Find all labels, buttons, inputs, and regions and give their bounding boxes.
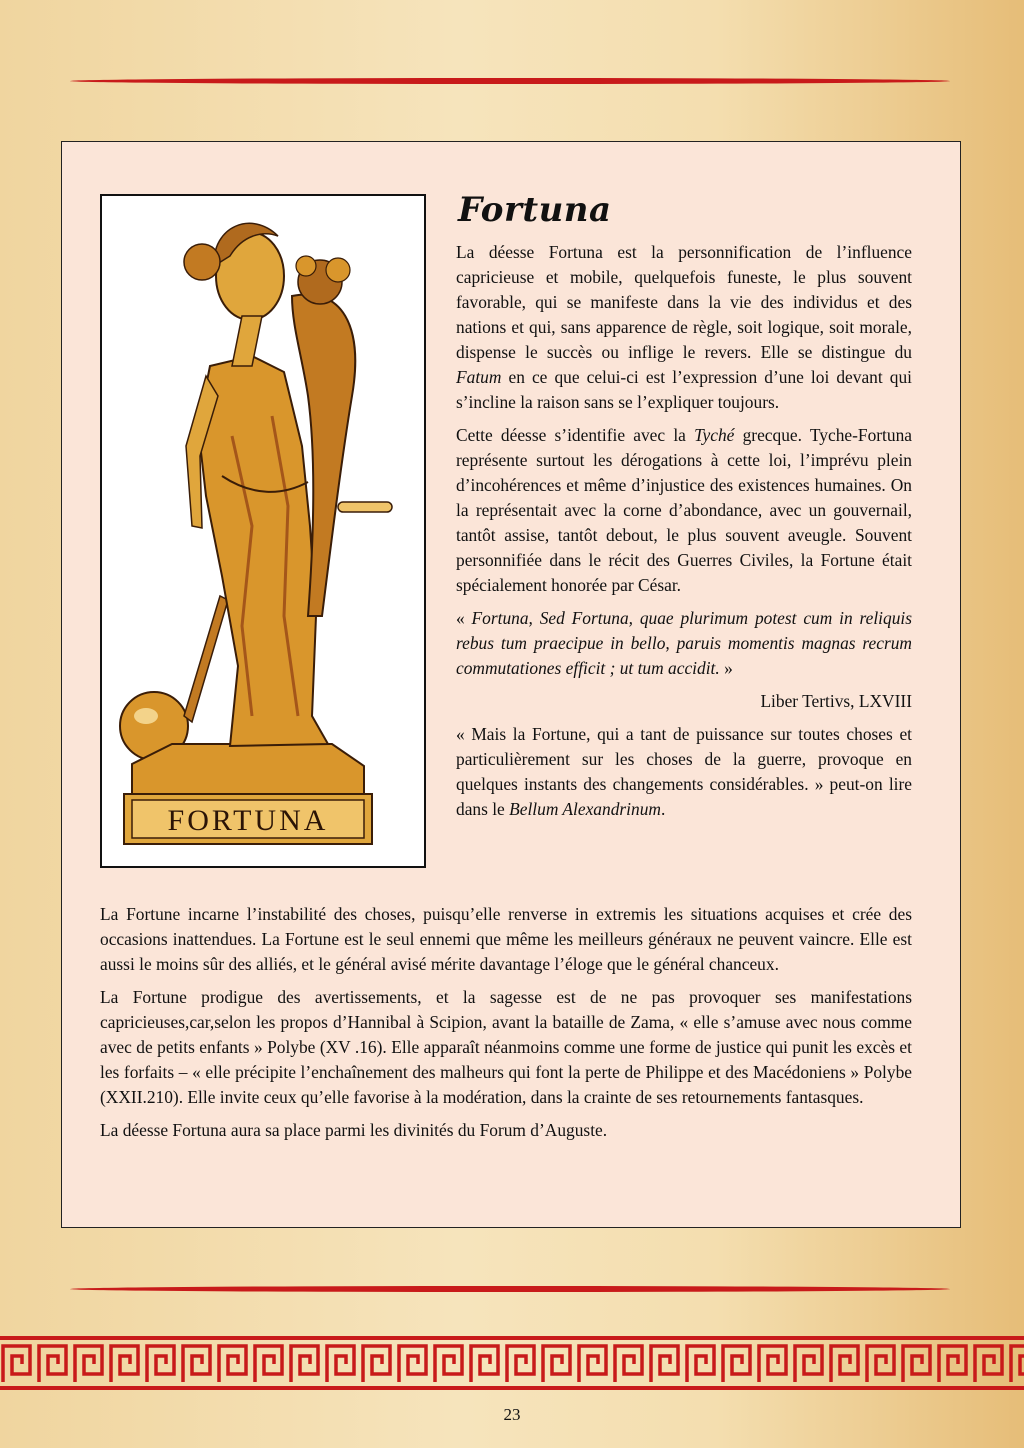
paragraph-tyche: Cette déesse s’identifie avec la Tyché grecque. Tyche-Fortuna représente surtout les dérogations à cette loi, l’imprévu plein d’incohérences et même d’injustice des existences humaines. On la représentait avec la corne d’abondance, avec un gouvernail, tantôt assise, tantôt debout, le plus souvent aveugle. Souvent personnifiée dans le récit des Guerres Civiles, la Fortune était spécialement honorée par César. (456, 425, 913, 595)
plinth-label: FORTUNA (167, 804, 329, 837)
paragraph-translation: « Mais la Fortune, qui a tant de puissance sur toutes choses et particulièrement sur les choses de la guerre, provoque en quelques instants des changements considérables. » peut-on lire dans le Bellum Alexandrinum. (456, 724, 912, 819)
bottom-red-rule (70, 1286, 950, 1292)
fortuna-illustration (100, 194, 426, 868)
main-text-column (456, 188, 912, 830)
greek-key-border (0, 1336, 1024, 1390)
content-panel (61, 141, 961, 1228)
paragraph-instability: La Fortune incarne l’instabilité des choses, puisqu’elle renverse in extremis les situations acquises et crée des occasions inattendues. La Fortune est le seul ennemi que même les meilleurs généraux ne peuvent vaincre. Elle est aussi le moins sûr des alliés, et le général avisé mérite davantage l’éloge que le général chanceux. (100, 904, 912, 974)
latin-quote: « Fortuna, Sed Fortuna, quae plurimum potest cum in reliquis rebus tum praecipue in bello, paruis momentis magnas recrum commutationes efficit ; ut tum accidit. » (456, 608, 912, 678)
quote-source: Liber Tertivs, LXVIII (760, 691, 912, 711)
page-number: 23 (503, 1405, 521, 1424)
lower-text-column (100, 902, 912, 1151)
paragraph-forum: La déesse Fortuna aura sa place parmi les divinités du Forum d’Auguste. (100, 1120, 608, 1140)
fortuna-statue-drawing (102, 196, 424, 866)
paragraph-definition: La déesse Fortuna est la personnification de l’influence capricieuse et mobile, quelquefois funeste, le plus souvent favorable, qui se manifeste dans la vie des individus et des nations et qui, sans apparence de règle, soit logique, soit morale, dispense le succès ou inflige le revers. Elle se distingue du Fatum en ce que celui-ci est l’expression d’une loi devant qui s’incline la raison sans se l’expliquer toujours. (456, 242, 912, 412)
top-red-rule (70, 78, 950, 84)
paragraph-warnings: La Fortune prodigue des avertissements, et la sagesse est de ne pas provoquer ses manifestations capricieuses,car,selon les propos d’Hannibal à Scipion, avant la bataille de Zama, « elle s’amuse avec nous comme avec de petits enfants » Polybe (XV .16). Elle apparaît néanmoins comme une forme de justice qui punit les excès et les forfaits – « elle précipite l’enchaînement des malheurs qui font la perte de Philippe et des Macédoniens » Polybe (XXII.210). Elle invite ceux qu’elle favorise à la modération, dans la crainte de ses retournements fantasques. (100, 987, 912, 1107)
page-title: Fortuna (458, 190, 612, 230)
